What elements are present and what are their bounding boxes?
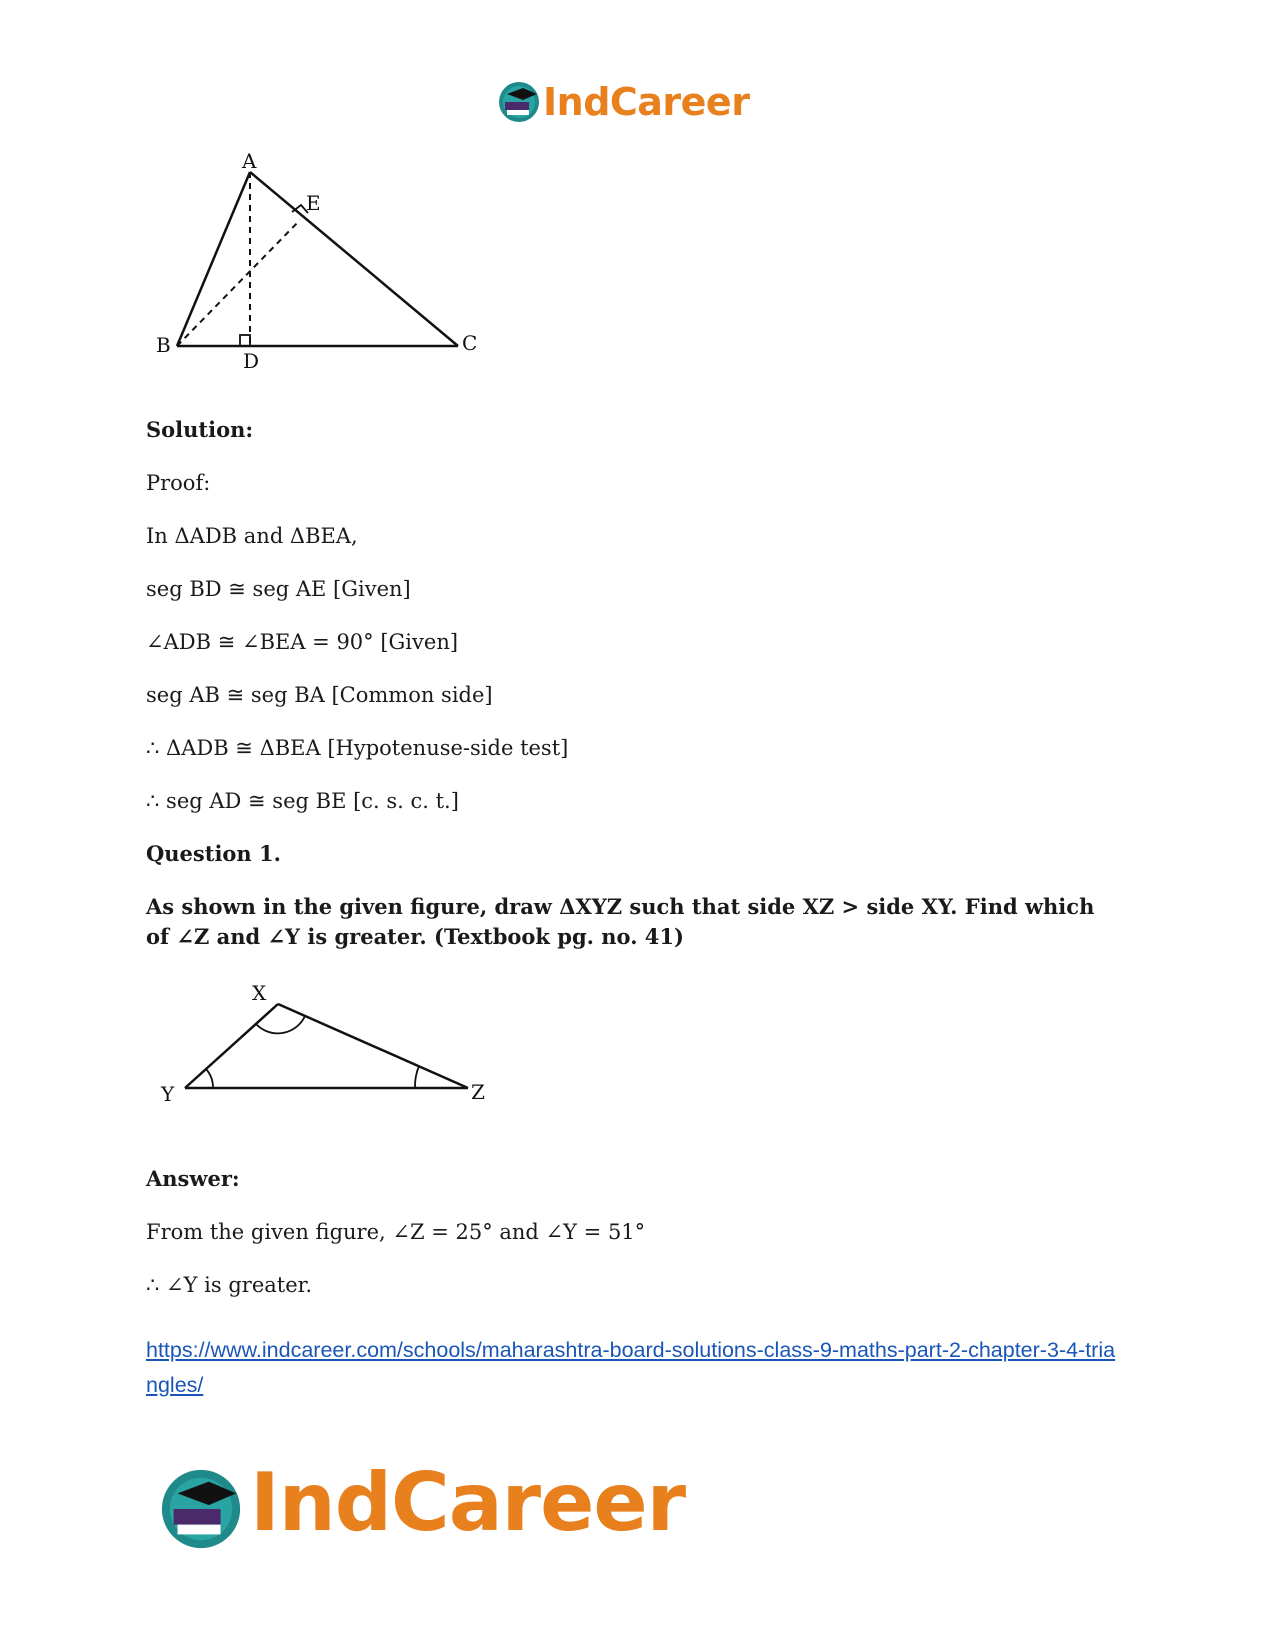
logo-wordmark: IndCareer — [250, 1456, 686, 1549]
proof-line: ∠ADB ≅ ∠BEA = 90° [Given] — [146, 630, 459, 654]
footer-logo — [158, 1456, 698, 1560]
label-e: E — [306, 191, 321, 215]
proof-line: Proof: — [146, 471, 211, 495]
answer-line: ∴ ∠Y is greater. — [146, 1273, 313, 1297]
source-link[interactable]: https://www.indcareer.com/schools/maharashtra-board-solutions-class-9-maths-part-2-chapter-3-4-triangles/ — [146, 1338, 1116, 1397]
proof-line: In ΔADB and ΔBEA, — [146, 524, 358, 548]
label-b: B — [156, 333, 171, 357]
label-x: X — [252, 981, 267, 1005]
logo-wordmark: IndCareer — [543, 80, 750, 124]
question-text: As shown in the given figure, draw ΔXYZ such that side XZ > side XY. Find which of ∠Z and ∠Y is greater. (Textbook pg. no. 41) — [146, 894, 1095, 949]
proof-line: ∴ seg AD ≅ seg BE [c. s. c. t.] — [146, 789, 459, 813]
answer-line: From the given figure, ∠Z = 25° and ∠Y = 51° — [146, 1220, 646, 1244]
proof-line: seg BD ≅ seg AE [Given] — [146, 577, 411, 601]
figure-triangle-abc — [150, 150, 510, 390]
figure-triangle-xyz — [155, 980, 515, 1120]
solution-heading: Solution: — [146, 417, 254, 442]
proof-line: seg AB ≅ seg BA [Common side] — [146, 683, 493, 707]
logo-globe-icon — [497, 80, 541, 124]
label-y: Y — [161, 1082, 175, 1106]
label-d: D — [243, 349, 260, 373]
label-a: A — [242, 150, 257, 173]
logo-globe-icon — [158, 1466, 244, 1552]
proof-line: ∴ ΔADB ≅ ΔBEA [Hypotenuse-side test] — [146, 736, 569, 760]
label-z: Z — [471, 1080, 485, 1104]
answer-heading: Answer: — [146, 1166, 240, 1191]
question-title: Question 1. — [146, 841, 281, 866]
label-c: C — [462, 331, 478, 355]
header-logo — [497, 78, 767, 130]
